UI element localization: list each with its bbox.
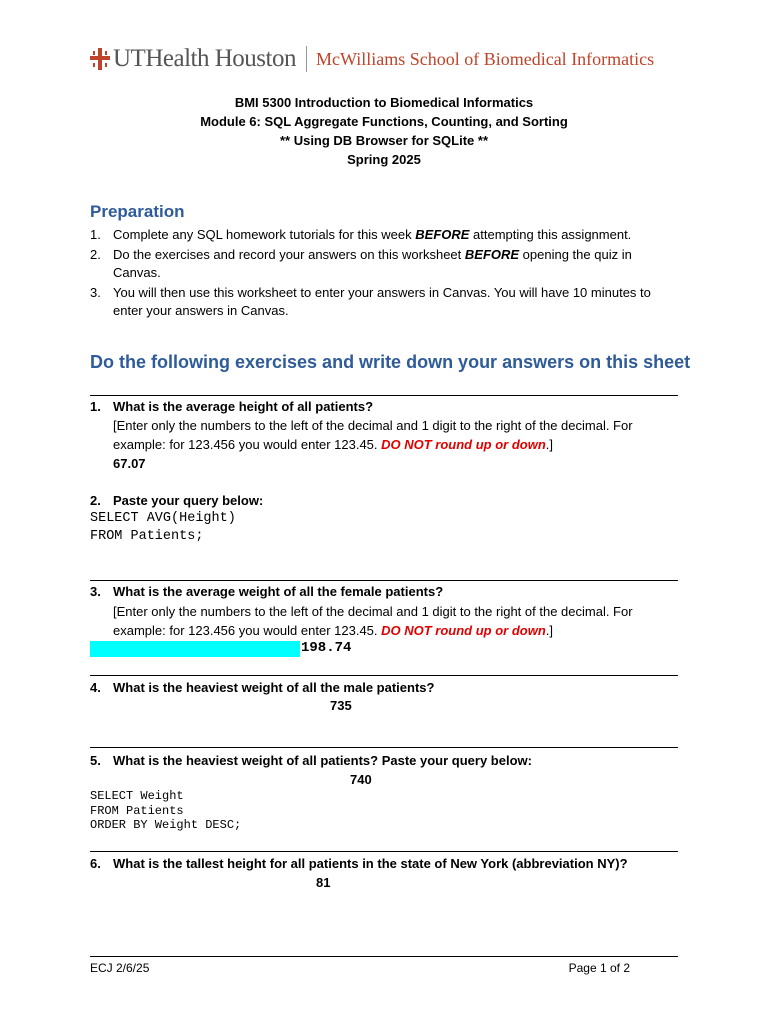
preparation-list <box>90 226 680 322</box>
brand-ut: UTHealth Houston <box>113 45 296 72</box>
logo-divider <box>306 46 307 72</box>
course-title: BMI 5300 Introduction to Biomedical Informatics <box>234 95 534 110</box>
divider <box>90 395 678 396</box>
divider <box>90 675 678 676</box>
query-2: SELECT AVG(Height) FROM Patients; <box>90 511 236 544</box>
page-footer <box>90 961 630 975</box>
instruction-note: [Enter only the numbers to the left of the decimal and 1 digit to the right of the decimal. For example: for 123.456 you would enter 123.45. DO NOT round up or down.] 67.07 <box>113 416 678 473</box>
question-2: 2. Paste your query below: <box>90 493 264 508</box>
question-1: 1. What is the average height of all patients? <box>90 399 374 414</box>
divider <box>90 851 678 852</box>
divider <box>90 580 678 581</box>
divider <box>90 747 678 748</box>
list-item: 2. Do the exercises and record your answers on this worksheet BEFORE opening the quiz in Canvas. <box>90 246 632 280</box>
institution-logo <box>90 44 654 74</box>
answer-highlight <box>90 641 300 657</box>
tool-note: ** Using DB Browser for SQLite ** <box>279 133 489 148</box>
term: Spring 2025 <box>347 152 421 167</box>
query-5: SELECT Weight FROM Patients ORDER BY Weight DESC; <box>90 789 242 832</box>
footer-author-date: ECJ 2/6/25 <box>90 961 150 975</box>
answer-4: 735 <box>330 698 352 713</box>
list-item: 3. You will then use this worksheet to enter your answers in Canvas. You will have 10 minutes to enter your answers in Canvas. <box>90 284 651 318</box>
document-title-block <box>0 93 768 169</box>
question-5: 5. What is the heaviest weight of all patients? Paste your query below: <box>90 753 532 768</box>
brand-school: McWilliams School of Biomedical Informatics <box>315 48 655 69</box>
preparation-heading: Preparation <box>90 202 185 221</box>
answer-5: 740 <box>350 772 372 787</box>
answer-3: 198.74 <box>301 640 352 656</box>
footer-divider <box>90 956 678 957</box>
exercises-heading: Do the following exercises and write down your answers on this sheet <box>90 352 691 372</box>
question-6: 6. What is the tallest height for all patients in the state of New York (abbreviation NY)? <box>90 856 628 871</box>
question-3: 3. What is the average weight of all the female patients? <box>90 584 444 599</box>
answer-1: 67.07 <box>113 456 146 471</box>
list-item: 1. Complete any SQL homework tutorials for this week BEFORE attempting this assignment. <box>90 227 632 242</box>
answer-6: 81 <box>316 875 331 890</box>
module-title: Module 6: SQL Aggregate Functions, Counting, and Sorting <box>200 114 568 129</box>
page-number: Page 1 of 2 <box>568 961 630 975</box>
question-4: 4. What is the heaviest weight of all the male patients? <box>90 680 435 695</box>
uthealth-cross-icon <box>90 48 110 70</box>
instruction-note: [Enter only the numbers to the left of the decimal and 1 digit to the right of the decimal. For example: for 123.456 you would enter 123.45. DO NOT round up or down.] <box>113 604 633 638</box>
